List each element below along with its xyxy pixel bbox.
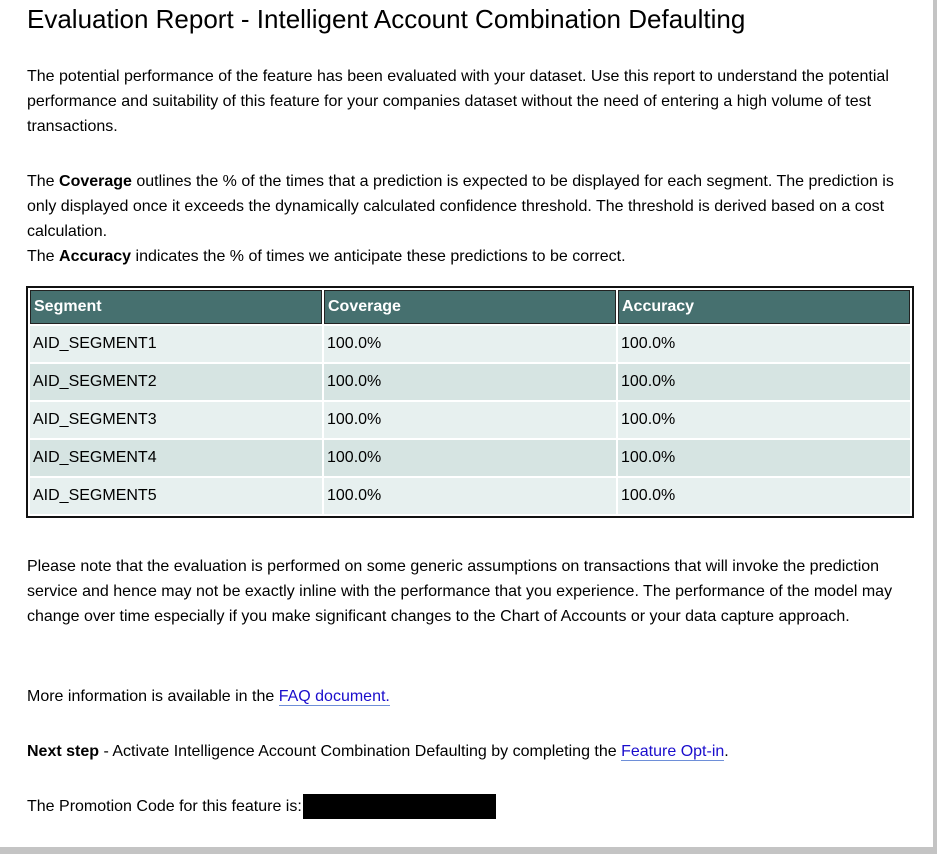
- faq-link[interactable]: FAQ document.: [278, 688, 390, 705]
- accuracy-paragraph: [27, 244, 912, 269]
- note-paragraph: Please note that the evaluation is performed on some generic assumptions on transactions that will invoke the prediction service and hence may not be exactly inline with the performance that you experience. The performance of the model may change over time especially if you make significant changes to the Chart of Accounts or your data capture approach.: [27, 558, 893, 625]
- coverage-cell: 100.0%: [324, 326, 616, 362]
- accuracy-prefix: The: [27, 248, 60, 265]
- redacted-promo-code: [303, 794, 496, 819]
- header-coverage: Coverage: [324, 290, 616, 324]
- coverage-term: Coverage: [59, 173, 132, 190]
- coverage-cell: 100.0%: [324, 440, 616, 476]
- window-edge-bottom: [0, 847, 937, 854]
- table-row: [30, 364, 910, 400]
- segment-cell: AID_SEGMENT2: [30, 364, 322, 400]
- header-segment: Segment: [30, 290, 322, 324]
- coverage-cell: 100.0%: [324, 364, 616, 400]
- table-row: [30, 402, 910, 438]
- next-step-text: - Activate Intelligence Account Combination Defaulting by completing the: [99, 743, 622, 760]
- coverage-paragraph: [27, 169, 912, 244]
- accuracy-cell: 100.0%: [618, 440, 910, 476]
- more-info-text: More information is available in the: [27, 688, 279, 705]
- coverage-description: outlines the % of the times that a prediction is expected to be displayed for each segment. The prediction is only displayed once it exceeds the dynamically calculated confidence threshold. The threshold is derived based on a cost calculation.: [27, 173, 894, 240]
- intro-paragraph: The potential performance of the feature has been evaluated with your dataset. Use this report to understand the potential performance and suitability of this feature for your companies dataset without the need of entering a high volume of test transactions.: [27, 68, 889, 135]
- next-step-suffix: .: [724, 743, 729, 760]
- table-header-row: [30, 290, 910, 324]
- promo-text: The Promotion Code for this feature is:: [27, 798, 302, 815]
- feature-opt-in-link[interactable]: Feature Opt-in: [621, 743, 725, 760]
- window-edge-right: [933, 0, 937, 854]
- page-title: Evaluation Report - Intelligent Account Combination Defaulting: [27, 4, 746, 34]
- segment-cell: AID_SEGMENT1: [30, 326, 322, 362]
- coverage-cell: 100.0%: [324, 402, 616, 438]
- accuracy-term: Accuracy: [59, 248, 132, 265]
- segment-cell: AID_SEGMENT3: [30, 402, 322, 438]
- table-row: [30, 478, 910, 514]
- accuracy-cell: 100.0%: [618, 402, 910, 438]
- table-row: [30, 440, 910, 476]
- next-step-paragraph: [27, 739, 912, 764]
- promo-paragraph: [27, 794, 912, 819]
- accuracy-description: indicates the % of times we anticipate these predictions to be correct.: [131, 248, 626, 265]
- accuracy-cell: 100.0%: [618, 478, 910, 514]
- more-info-paragraph: [27, 684, 912, 709]
- header-accuracy: Accuracy: [618, 290, 910, 324]
- segment-cell: AID_SEGMENT5: [30, 478, 322, 514]
- coverage-prefix: The: [27, 173, 60, 190]
- table-row: [30, 326, 910, 362]
- coverage-cell: 100.0%: [324, 478, 616, 514]
- segment-cell: AID_SEGMENT4: [30, 440, 322, 476]
- accuracy-cell: 100.0%: [618, 364, 910, 400]
- segment-table: [26, 286, 914, 518]
- next-step-label: Next step: [27, 743, 100, 760]
- accuracy-cell: 100.0%: [618, 326, 910, 362]
